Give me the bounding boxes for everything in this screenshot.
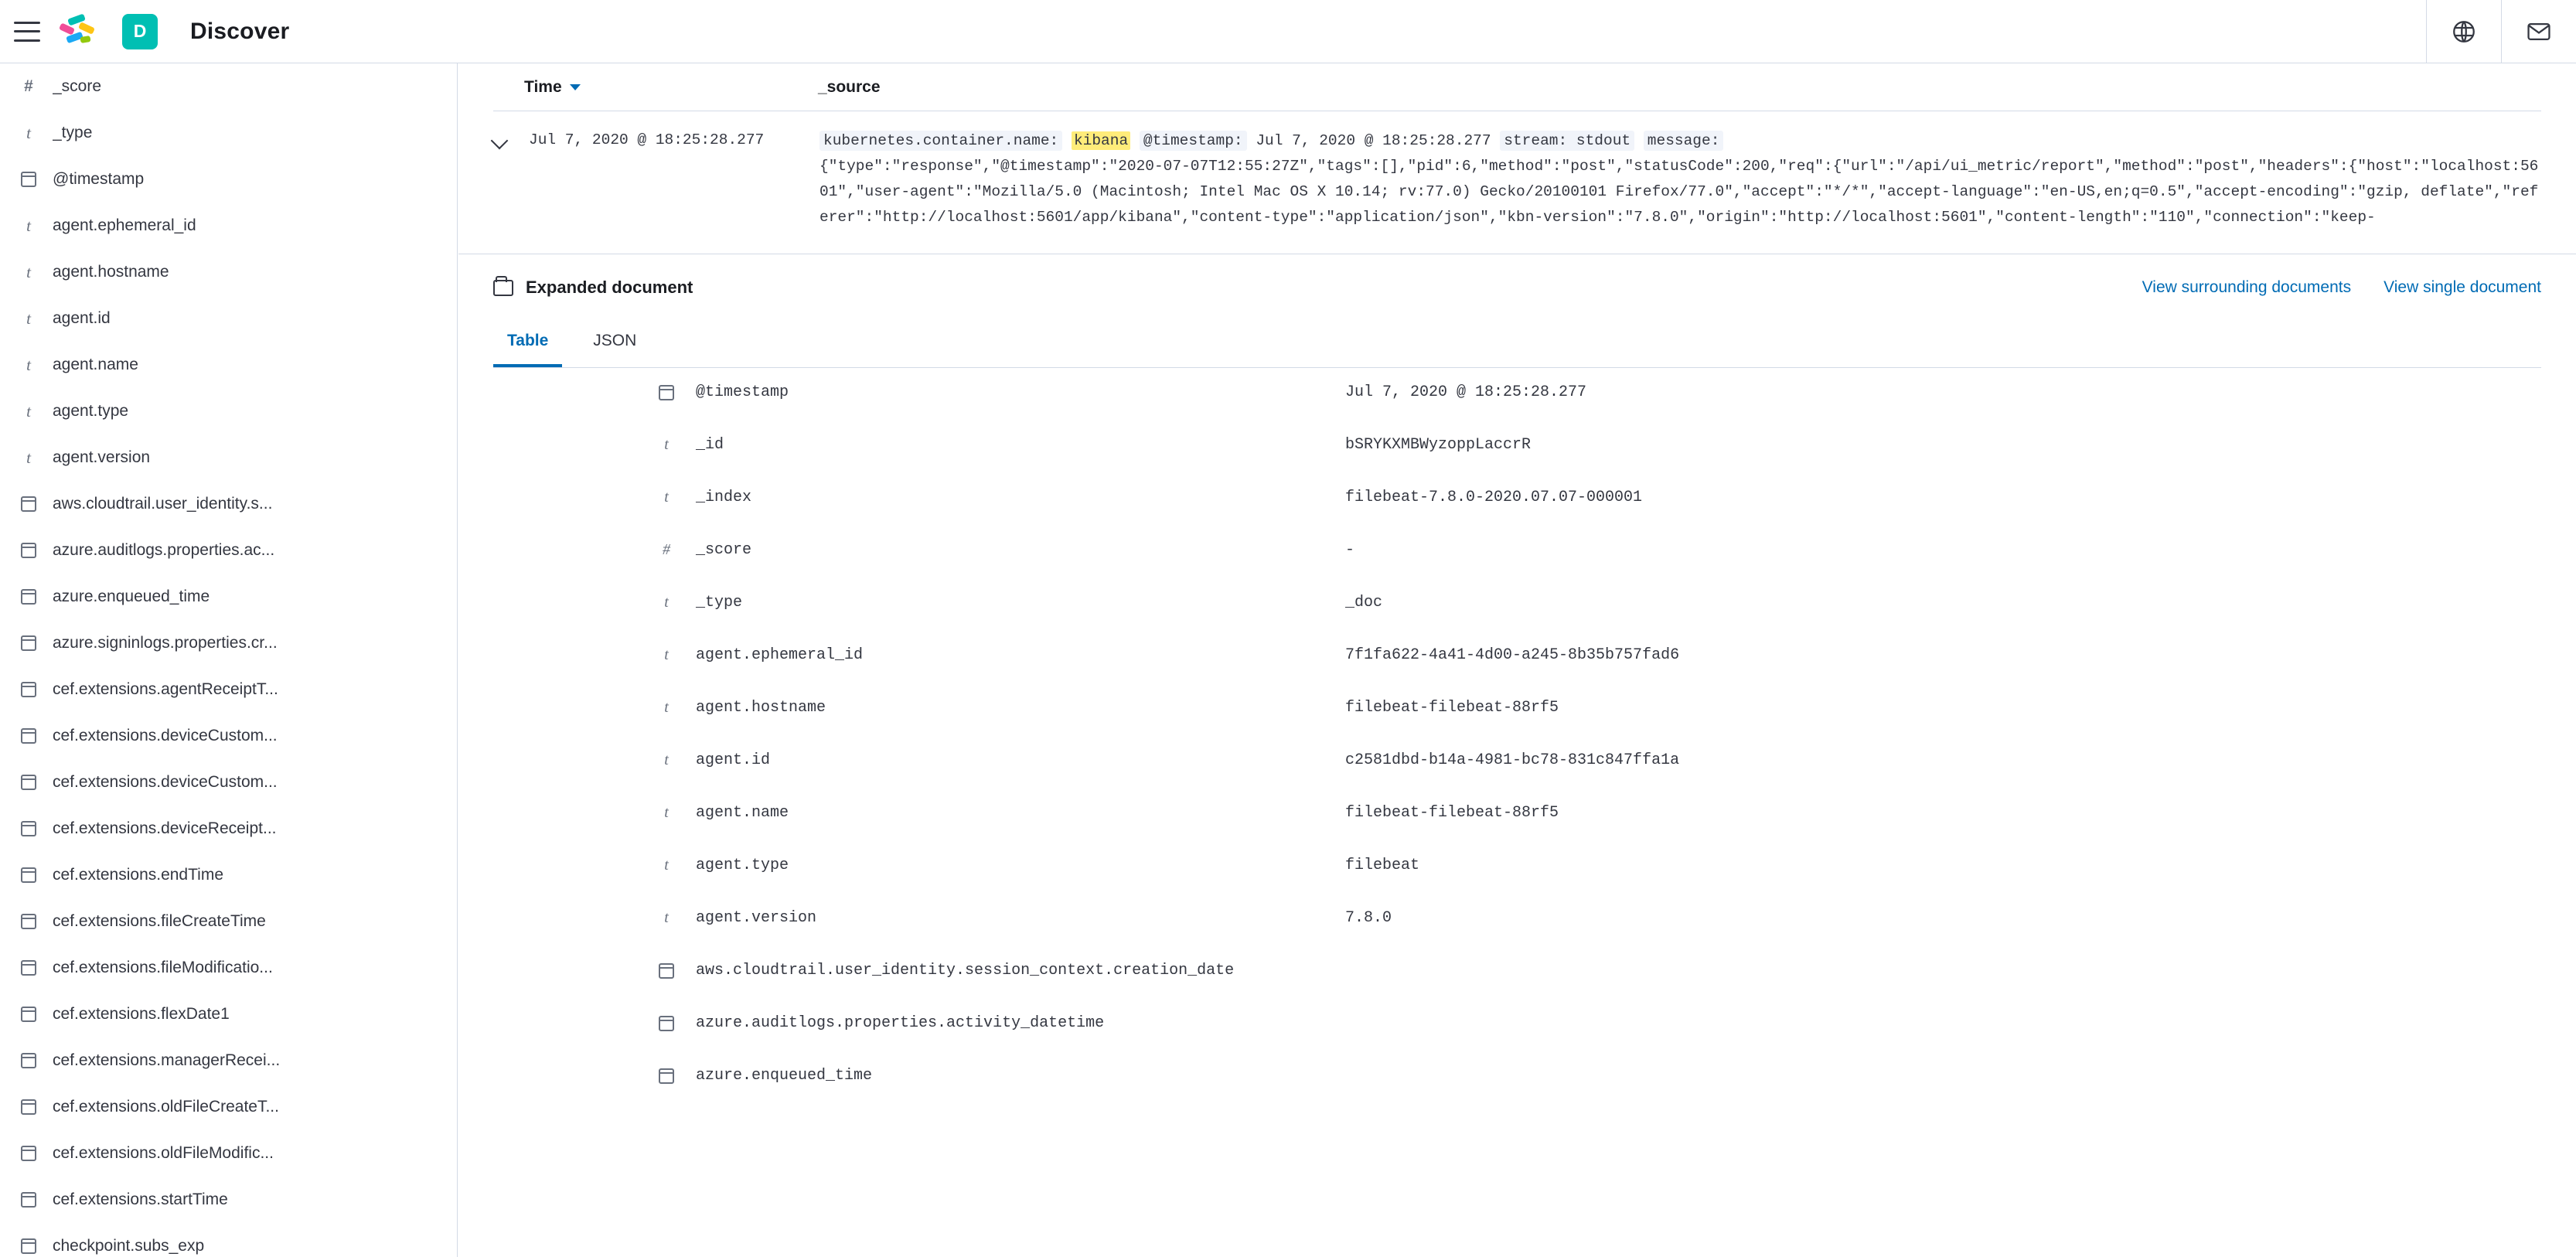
- document-field-name: agent.id: [696, 751, 771, 769]
- field-type-date-icon: [17, 914, 40, 929]
- document-field-name: agent.version: [696, 909, 817, 927]
- document-field-name: _index: [696, 489, 752, 506]
- document-field-name: agent.hostname: [696, 699, 826, 717]
- sidebar-field-item[interactable]: [0, 991, 457, 1037]
- documents-table-header: [493, 63, 2541, 111]
- document-field-value: filebeat-filebeat-88rf5: [1345, 699, 1559, 717]
- sidebar-field-item[interactable]: [0, 1177, 457, 1223]
- discover-main-panel: [458, 63, 2576, 1257]
- document-field-value: filebeat-filebeat-88rf5: [1345, 804, 1559, 822]
- sidebar-field-label: _score: [53, 77, 102, 95]
- row-source-value: [819, 128, 2541, 230]
- document-field-row: [493, 1010, 2541, 1062]
- view-single-document-link[interactable]: View single document: [2383, 278, 2541, 296]
- field-type-date-icon: [17, 821, 40, 836]
- sidebar-field-item[interactable]: [0, 388, 457, 434]
- expanded-document-field-table: [493, 368, 2541, 1115]
- sidebar-field-label: azure.auditlogs.properties.ac...: [53, 541, 275, 559]
- source-message-body: {"type":"response","@timestamp":"2020-07-07T12:55:27Z","tags":[],"pid":6,"method":"post","statusCode":200,"req":{"url":"/api/ui_metric/report","method":"post","headers":{"host":"localhost:5601","user-agent":"Mozilla/5.0 (Macintosh; Intel Mac OS X 10.14; rv:77.0) Gecko/20100101 Firefox/77.0","accept":"*/*","accept-language":"en-US,en;q=0.5","accept-encoding":"gzip, deflate","referer":"http://localhost:5601/app/kibana","content-type":"application/json","kbn-version":"7.8.0","origin":"http://localhost:5601","content-length":"110","connection":"keep-: [819, 158, 2539, 226]
- expanded-document-header: [493, 254, 2541, 321]
- field-type-date-icon: [637, 1062, 696, 1084]
- document-field-name: @timestamp: [696, 383, 789, 401]
- sidebar-field-label: cef.extensions.oldFileModific...: [53, 1144, 274, 1162]
- document-field-row: [493, 852, 2541, 904]
- source-highlight-value: kibana: [1072, 131, 1130, 150]
- sidebar-field-item[interactable]: [0, 295, 457, 342]
- document-field-row: [493, 799, 2541, 852]
- column-header-time[interactable]: [493, 78, 818, 97]
- document-field-name: azure.auditlogs.properties.activity_datetime: [696, 1014, 1105, 1032]
- field-type-date-icon: [17, 172, 40, 187]
- field-type-date-icon: [17, 496, 40, 512]
- sidebar-field-label: cef.extensions.deviceReceipt...: [53, 819, 277, 837]
- elastic-logo-icon[interactable]: [57, 12, 96, 51]
- field-type-date-icon: [17, 682, 40, 697]
- sidebar-field-item[interactable]: [0, 713, 457, 759]
- sidebar-field-label: cef.extensions.startTime: [53, 1191, 228, 1208]
- sidebar-field-item[interactable]: [0, 203, 457, 249]
- field-type-string-icon: t: [664, 909, 669, 926]
- field-type-date-icon: [17, 1192, 40, 1208]
- expanded-document-links: [2142, 278, 2541, 297]
- field-type-number-icon: #: [24, 77, 33, 95]
- sidebar-field-item[interactable]: [0, 759, 457, 806]
- field-type-string-icon: t: [664, 646, 669, 663]
- document-field-name: aws.cloudtrail.user_identity.session_context.creation_date: [696, 962, 1235, 979]
- sidebar-field-label: cef.extensions.fileCreateTime: [53, 912, 266, 930]
- sidebar-field-item[interactable]: [0, 1084, 457, 1130]
- field-type-string-icon: t: [664, 857, 669, 874]
- sidebar-field-label: cef.extensions.oldFileCreateT...: [53, 1098, 279, 1116]
- sidebar-field-item[interactable]: [0, 666, 457, 713]
- field-type-string-icon: t: [664, 489, 669, 506]
- document-field-row: [493, 589, 2541, 642]
- document-field-value: [1345, 1062, 2541, 1067]
- sidebar-field-label: azure.enqueued_time: [53, 588, 210, 605]
- field-type-string-icon: t: [26, 123, 31, 142]
- sidebar-field-item[interactable]: [0, 620, 457, 666]
- document-field-value: bSRYKXMBWyzoppLaccrR: [1345, 436, 1532, 454]
- table-row: [458, 111, 2576, 254]
- document-field-row: [493, 537, 2541, 589]
- document-field-name: agent.type: [696, 857, 789, 874]
- sidebar-field-label: agent.name: [53, 356, 138, 373]
- field-type-date-icon: [17, 543, 40, 558]
- field-type-string-icon: t: [664, 436, 669, 453]
- field-type-string-icon: t: [26, 216, 31, 235]
- source-field-message: message:: [1644, 131, 1724, 151]
- document-field-row: [493, 957, 2541, 1010]
- top-navigation-bar: [0, 0, 2576, 63]
- row-time-value: Jul 7, 2020 @ 18:25:28.277: [529, 131, 765, 148]
- help-circle-icon[interactable]: [2427, 0, 2501, 63]
- field-type-date-icon: [17, 1007, 40, 1022]
- document-field-row: [493, 484, 2541, 537]
- field-type-date-icon: [17, 1053, 40, 1068]
- sidebar-field-item[interactable]: [0, 852, 457, 898]
- mail-icon[interactable]: [2502, 0, 2576, 63]
- folder-open-icon: [493, 280, 513, 296]
- tab-json[interactable]: JSON: [593, 332, 637, 349]
- field-type-date-icon: [17, 867, 40, 883]
- sidebar-field-item[interactable]: [0, 1037, 457, 1084]
- field-type-string-icon: t: [26, 262, 31, 281]
- sidebar-field-item[interactable]: [0, 806, 457, 852]
- sidebar-field-label: cef.extensions.agentReceiptT...: [53, 680, 278, 698]
- document-field-name: _score: [696, 541, 752, 559]
- source-field-timestamp: @timestamp:: [1140, 131, 1247, 151]
- page-title: Discover: [190, 18, 290, 44]
- field-type-date-icon: [17, 1099, 40, 1115]
- sidebar-field-label: aws.cloudtrail.user_identity.s...: [53, 495, 273, 513]
- sidebar-field-label: _type: [53, 124, 93, 141]
- document-field-value: filebeat: [1345, 857, 1420, 874]
- sidebar-field-item[interactable]: [0, 249, 457, 295]
- sidebar-field-label: cef.extensions.fileModificatio...: [53, 959, 273, 976]
- sidebar-field-label: cef.extensions.deviceCustom...: [53, 727, 278, 744]
- field-type-string-icon: t: [26, 355, 31, 374]
- sidebar-field-label: cef.extensions.flexDate1: [53, 1005, 230, 1023]
- document-field-row: [493, 1062, 2541, 1115]
- sidebar-field-label: agent.type: [53, 402, 129, 420]
- expanded-document-title: Expanded document: [526, 278, 693, 297]
- column-header-time-label: Time: [524, 77, 562, 96]
- sidebar-field-item[interactable]: [0, 574, 457, 620]
- expanded-document-tabs: [493, 321, 2541, 368]
- field-type-string-icon: t: [664, 699, 669, 716]
- field-type-date-icon: [637, 957, 696, 979]
- field-type-date-icon: [637, 1010, 696, 1031]
- document-field-name: agent.name: [696, 804, 789, 822]
- document-field-value: filebeat-7.8.0-2020.07.07-000001: [1345, 489, 1643, 506]
- document-field-value: _doc: [1345, 594, 1383, 611]
- source-timestamp-value: Jul 7, 2020 @ 18:25:28.277: [1256, 132, 1491, 149]
- sidebar-field-label: checkpoint.subs_exp: [53, 1237, 205, 1255]
- field-type-number-icon: #: [663, 541, 670, 558]
- field-type-date-icon: [17, 960, 40, 976]
- document-field-row: [493, 379, 2541, 431]
- field-type-date-icon: [17, 1238, 40, 1254]
- sidebar-field-item[interactable]: [0, 156, 457, 203]
- sidebar-field-item[interactable]: [0, 434, 457, 481]
- document-field-name: _id: [696, 436, 724, 454]
- sidebar-field-label: agent.hostname: [53, 263, 169, 281]
- field-type-date-icon: [637, 379, 696, 400]
- source-field-stream: stream: stdout: [1500, 131, 1634, 151]
- column-header-source[interactable]: _source: [818, 77, 881, 96]
- sidebar-field-label: @timestamp: [53, 170, 145, 188]
- field-type-date-icon: [17, 589, 40, 605]
- sidebar-field-label: cef.extensions.endTime: [53, 866, 224, 884]
- view-surrounding-documents-link[interactable]: View surrounding documents: [2142, 278, 2352, 296]
- tab-table[interactable]: Table: [493, 321, 562, 367]
- sidebar-field-label: agent.ephemeral_id: [53, 216, 196, 234]
- document-field-value: 7f1fa622-4a41-4d00-a245-8b35b757fad6: [1345, 646, 1680, 664]
- sidebar-field-label: cef.extensions.managerRecei...: [53, 1051, 281, 1069]
- sidebar-field-label: cef.extensions.deviceCustom...: [53, 773, 278, 791]
- sidebar-field-item[interactable]: [0, 898, 457, 945]
- field-type-date-icon: [17, 635, 40, 651]
- sidebar-field-item[interactable]: [0, 63, 457, 110]
- field-type-date-icon: [17, 1146, 40, 1161]
- sidebar-field-item[interactable]: [0, 945, 457, 991]
- sidebar-field-label: azure.signinlogs.properties.cr...: [53, 634, 278, 652]
- sidebar-field-item[interactable]: [0, 481, 457, 527]
- source-field-container-name: kubernetes.container.name:: [819, 131, 1062, 151]
- field-type-string-icon: t: [26, 448, 31, 467]
- field-type-string-icon: t: [664, 594, 669, 611]
- document-field-value: [1345, 957, 2541, 962]
- sort-caret-down-icon[interactable]: [570, 84, 581, 90]
- expand-row-cell[interactable]: [493, 128, 529, 230]
- sidebar-field-label: agent.version: [53, 448, 151, 466]
- document-field-row: [493, 694, 2541, 747]
- document-field-row: [493, 904, 2541, 957]
- field-type-date-icon: [17, 775, 40, 790]
- document-field-value: -: [1345, 541, 1355, 559]
- document-field-name: _type: [696, 594, 743, 611]
- field-type-string-icon: t: [26, 401, 31, 421]
- sidebar-field-item[interactable]: [0, 110, 457, 156]
- document-field-value: [1345, 1010, 2541, 1014]
- document-field-row: [493, 431, 2541, 484]
- field-list-sidebar[interactable]: [0, 63, 458, 1257]
- document-field-name: azure.enqueued_time: [696, 1067, 873, 1085]
- sidebar-field-item[interactable]: [0, 342, 457, 388]
- document-field-name: agent.ephemeral_id: [696, 646, 864, 664]
- document-field-value: 7.8.0: [1345, 909, 1392, 927]
- space-avatar[interactable]: D: [122, 14, 158, 49]
- field-type-string-icon: t: [664, 751, 669, 768]
- field-type-string-icon: t: [26, 308, 31, 328]
- sidebar-field-item[interactable]: [0, 1130, 457, 1177]
- chevron-down-icon[interactable]: [491, 132, 509, 150]
- field-type-string-icon: t: [664, 804, 669, 821]
- document-field-value: Jul 7, 2020 @ 18:25:28.277: [1345, 383, 1587, 401]
- sidebar-field-label: agent.id: [53, 309, 111, 327]
- field-type-date-icon: [17, 728, 40, 744]
- sidebar-field-item[interactable]: [0, 1223, 457, 1257]
- top-bar-actions: [2426, 0, 2576, 63]
- sidebar-field-item[interactable]: [0, 527, 457, 574]
- document-field-row: [493, 747, 2541, 799]
- document-field-value: c2581dbd-b14a-4981-bc78-831c847ffa1a: [1345, 751, 1680, 769]
- hamburger-icon[interactable]: [14, 22, 40, 42]
- document-field-row: [493, 642, 2541, 694]
